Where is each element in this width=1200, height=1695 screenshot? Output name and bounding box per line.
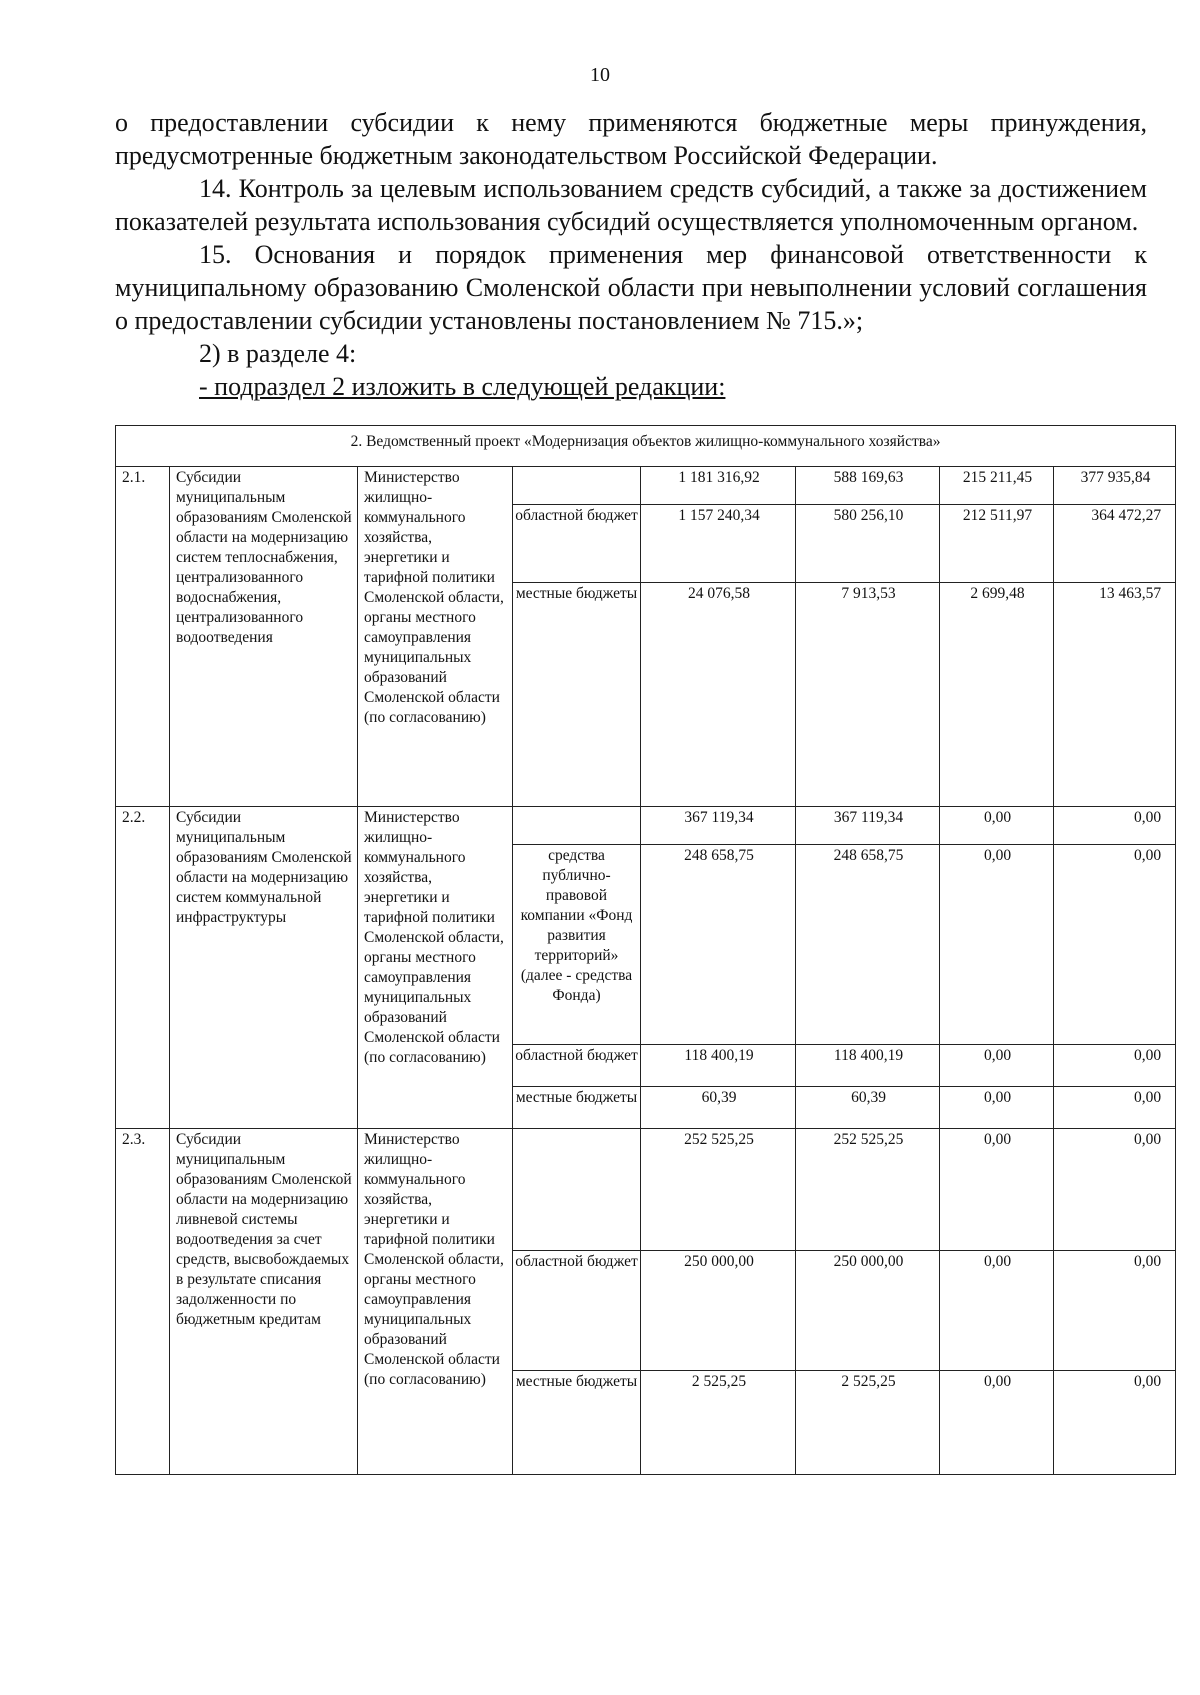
- row-measure-name: Субсидии муниципальным образованиям Смоленской области на модернизацию систем теплоснабжения, централизованного водоснабжения, централизованного водоотведения: [170, 467, 358, 807]
- amount-year-1: 60,39: [796, 1087, 940, 1129]
- amount-total: 250 000,00: [641, 1251, 796, 1371]
- funding-source: [513, 1129, 641, 1251]
- amount-year-3: 0,00: [1054, 1087, 1176, 1129]
- amount-total: 1 181 316,92: [641, 467, 796, 505]
- amount-year-3: 364 472,27: [1054, 505, 1176, 583]
- paragraph-14: 14. Контроль за целевым использованием средств субсидий, а также за достижением показателей результата использования субсидий осуществляется уполномоченным органом.: [115, 174, 1147, 236]
- amount-total: 248 658,75: [641, 845, 796, 1045]
- amount-year-2: 2 699,48: [940, 583, 1054, 807]
- amount-year-2: 0,00: [940, 1371, 1054, 1475]
- funding-source: средства публично-правовой компании «Фонд развития территорий» (далее - средства Фонда): [513, 845, 641, 1045]
- amount-total: 60,39: [641, 1087, 796, 1129]
- amount-total: 1 157 240,34: [641, 505, 796, 583]
- amount-year-3: 0,00: [1054, 807, 1176, 845]
- paragraph-subsection-2: [115, 370, 1147, 403]
- row-executor: Министерство жилищно-коммунального хозяйства, энергетики и тарифной политики Смоленской области, органы местного самоуправления муниципальных образований Смоленской области (по согласованию): [358, 807, 513, 1129]
- amount-total: 24 076,58: [641, 583, 796, 807]
- amount-year-2: 0,00: [940, 1251, 1054, 1371]
- amount-total: 2 525,25: [641, 1371, 796, 1475]
- paragraph-15: 15. Основания и порядок применения мер финансовой ответственности к муниципальному образованию Смоленской области при невыполнении условий соглашения о предоставлении субсидии установлены постановлением № 715.»;: [115, 240, 1147, 335]
- funding-source: [513, 467, 641, 505]
- amount-year-2: 0,00: [940, 1129, 1054, 1251]
- funding-source: областной бюджет: [513, 1045, 641, 1087]
- table-row: [116, 1129, 1176, 1251]
- amount-year-2: 0,00: [940, 1045, 1054, 1087]
- funding-source: областной бюджет: [513, 505, 641, 583]
- amount-year-1: 252 525,25: [796, 1129, 940, 1251]
- funding-source: [513, 807, 641, 845]
- funding-source: местные бюджеты: [513, 1371, 641, 1475]
- amount-year-3: 0,00: [1054, 1045, 1176, 1087]
- row-measure-name: Субсидии муниципальным образованиям Смоленской области на модернизацию ливневой системы водоотведения за счет средств, высвобождаемых в результате списания задолженности по бюджетным кредитам: [170, 1129, 358, 1475]
- amount-year-2: 215 211,45: [940, 467, 1054, 505]
- amount-year-1: 118 400,19: [796, 1045, 940, 1087]
- row-number: 2.1.: [116, 467, 170, 807]
- funding-source: местные бюджеты: [513, 583, 641, 807]
- row-number: 2.2.: [116, 807, 170, 1129]
- amount-year-1: 250 000,00: [796, 1251, 940, 1371]
- row-executor: Министерство жилищно-коммунального хозяйства, энергетики и тарифной политики Смоленской области, органы местного самоуправления муниципальных образований Смоленской области (по согласованию): [358, 1129, 513, 1475]
- paragraph-section-4: 2) в разделе 4:: [199, 339, 357, 368]
- amount-total: 118 400,19: [641, 1045, 796, 1087]
- row-measure-name: Субсидии муниципальным образованиям Смоленской области на модернизацию систем коммунальной инфраструктуры: [170, 807, 358, 1129]
- amount-year-2: 0,00: [940, 807, 1054, 845]
- amount-year-3: 0,00: [1054, 1129, 1176, 1251]
- amount-total: 367 119,34: [641, 807, 796, 845]
- amount-year-3: 0,00: [1054, 1371, 1176, 1475]
- amount-year-3: 0,00: [1054, 845, 1176, 1045]
- page-number: 10: [590, 64, 610, 86]
- amount-year-1: 7 913,53: [796, 583, 940, 807]
- section-title-row: [116, 426, 1176, 467]
- table-row: [116, 807, 1176, 845]
- funding-source: областной бюджет: [513, 1251, 641, 1371]
- amount-year-1: 248 658,75: [796, 845, 940, 1045]
- amount-year-1: 2 525,25: [796, 1371, 940, 1475]
- row-number: 2.3.: [116, 1129, 170, 1475]
- subsection-instruction: - подраздел 2 изложить в следующей редакции:: [199, 372, 726, 401]
- funding-source: местные бюджеты: [513, 1087, 641, 1129]
- amount-year-1: 367 119,34: [796, 807, 940, 845]
- amount-year-3: 13 463,57: [1054, 583, 1176, 807]
- table-row: [116, 467, 1176, 505]
- amount-year-1: 580 256,10: [796, 505, 940, 583]
- amount-year-1: 588 169,63: [796, 467, 940, 505]
- amount-year-2: 212 511,97: [940, 505, 1054, 583]
- amount-year-2: 0,00: [940, 1087, 1054, 1129]
- amount-year-2: 0,00: [940, 845, 1054, 1045]
- amount-year-3: 377 935,84: [1054, 467, 1176, 505]
- budget-table: [115, 425, 1176, 1475]
- body-text: [115, 106, 1147, 403]
- amount-total: 252 525,25: [641, 1129, 796, 1251]
- row-executor: Министерство жилищно-коммунального хозяйства, энергетики и тарифной политики Смоленской области, органы местного самоуправления муниципальных образований Смоленской области (по согласованию): [358, 467, 513, 807]
- amount-year-3: 0,00: [1054, 1251, 1176, 1371]
- section-title: 2. Ведомственный проект «Модернизация объектов жилищно-коммунального хозяйства»: [116, 426, 1176, 467]
- paragraph-continuation: о предоставлении субсидии к нему применяются бюджетные меры принуждения, предусмотренные бюджетным законодательством Российской Федерации.: [115, 108, 1147, 170]
